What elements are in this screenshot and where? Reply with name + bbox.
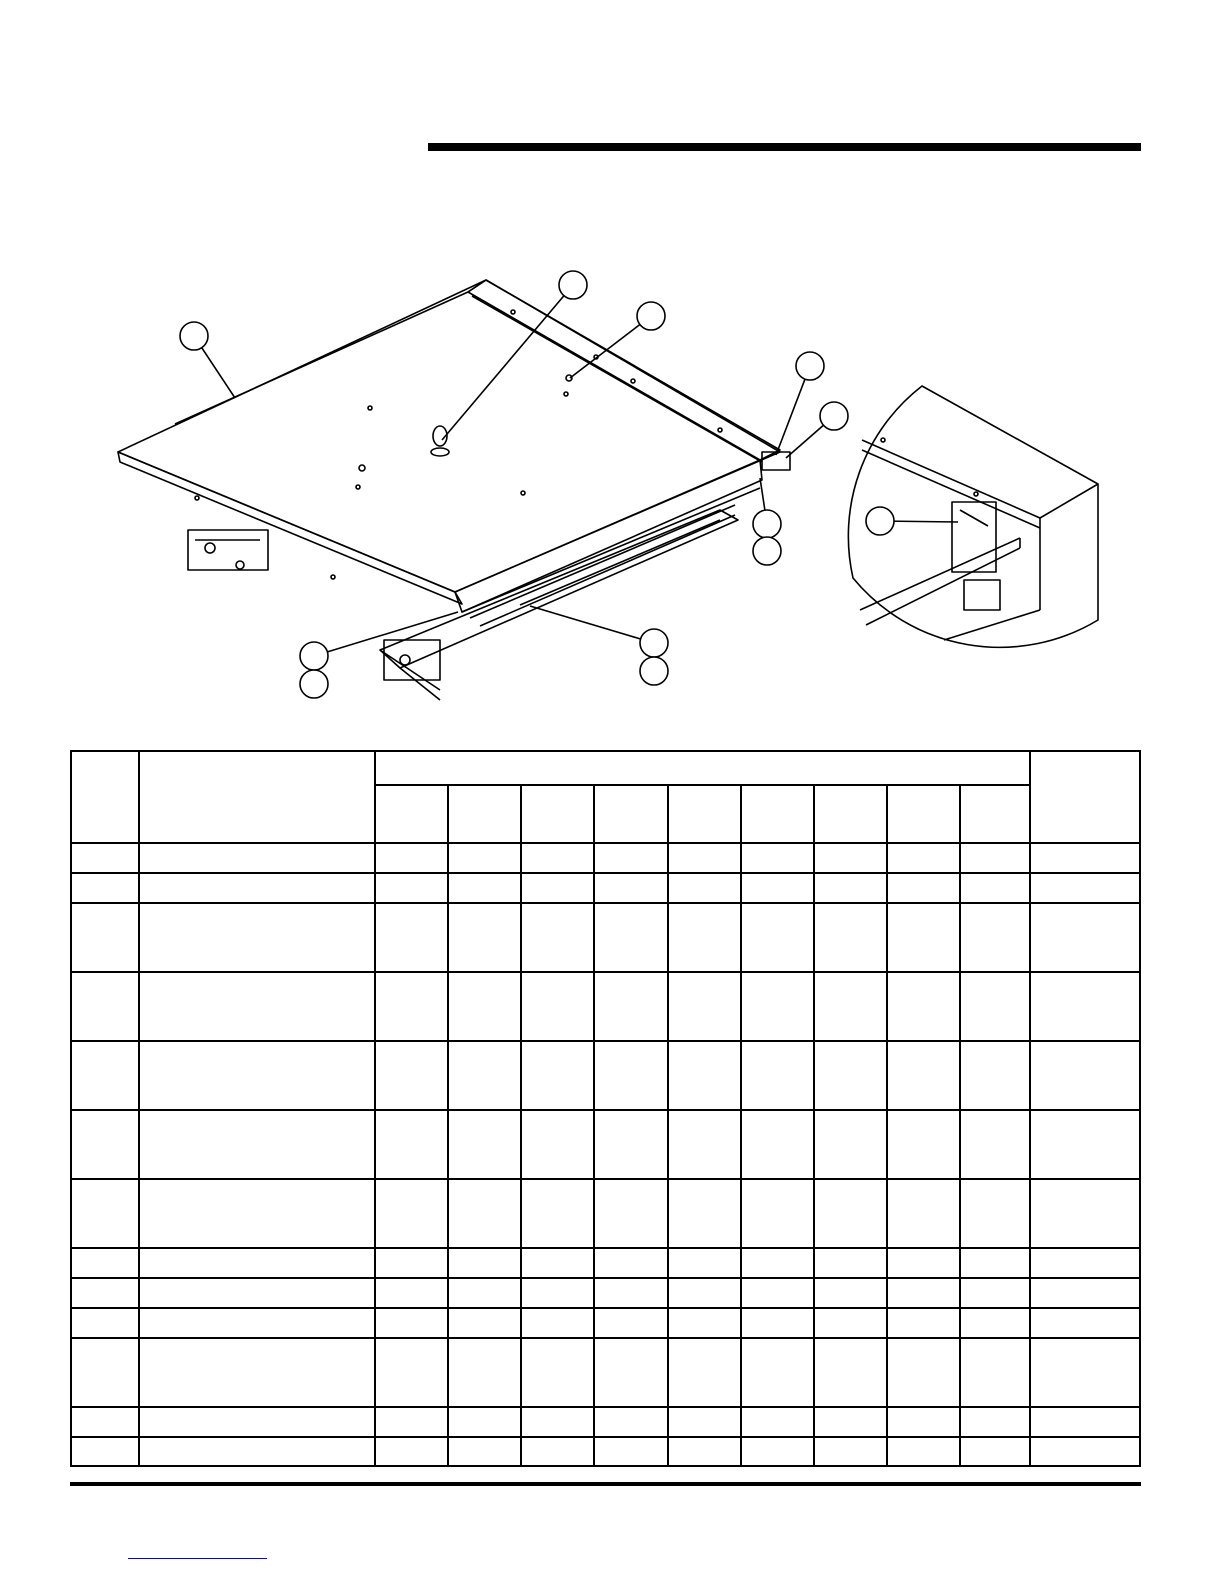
title-rule xyxy=(428,143,1141,151)
table-row xyxy=(71,1248,1140,1278)
footer-rule xyxy=(70,1482,1141,1486)
callout-3 xyxy=(637,302,665,330)
parts-table xyxy=(70,750,1141,1467)
table-row xyxy=(71,1278,1140,1308)
table-row xyxy=(71,873,1140,903)
description-column-header xyxy=(139,751,375,843)
exploded-parts-drawing xyxy=(0,240,1224,710)
table-body xyxy=(71,843,1140,1466)
callout-1 xyxy=(180,322,208,350)
callout-4 xyxy=(796,352,824,380)
table-row xyxy=(71,972,1140,1041)
model-column-header xyxy=(960,785,1030,843)
table-row xyxy=(71,1407,1140,1437)
table-row xyxy=(71,1110,1140,1179)
hinge-strip xyxy=(468,280,780,460)
table-row xyxy=(71,1437,1140,1466)
model-column-header xyxy=(814,785,887,843)
table-row xyxy=(71,903,1140,972)
table-row xyxy=(71,843,1140,873)
callout-11 xyxy=(640,657,668,685)
model-column-header xyxy=(887,785,960,843)
callout-5 xyxy=(820,402,848,430)
part-number-column-header xyxy=(1030,751,1140,843)
model-column-header xyxy=(741,785,814,843)
callout-9 xyxy=(300,670,328,698)
table-row xyxy=(71,1179,1140,1248)
callout-2 xyxy=(559,271,587,299)
table-header-row xyxy=(71,751,1140,785)
callout-8 xyxy=(300,642,328,670)
front-lip xyxy=(118,452,462,604)
callout-6 xyxy=(753,510,781,538)
left-bracket xyxy=(188,530,268,570)
table-row xyxy=(71,1338,1140,1407)
model-group-header xyxy=(375,751,1030,785)
model-column-header xyxy=(668,785,741,843)
callout-12 xyxy=(866,507,894,535)
table-row xyxy=(71,1041,1140,1110)
footer-link[interactable] xyxy=(128,1558,267,1559)
front-bracket xyxy=(384,640,440,680)
model-column-header xyxy=(375,785,448,843)
model-column-header xyxy=(448,785,521,843)
callout-10 xyxy=(640,629,668,657)
callout-7 xyxy=(753,537,781,565)
table-row xyxy=(71,1308,1140,1338)
model-column-header xyxy=(594,785,667,843)
item-column-header xyxy=(71,751,139,843)
side-frame xyxy=(455,460,762,612)
model-column-header xyxy=(521,785,594,843)
